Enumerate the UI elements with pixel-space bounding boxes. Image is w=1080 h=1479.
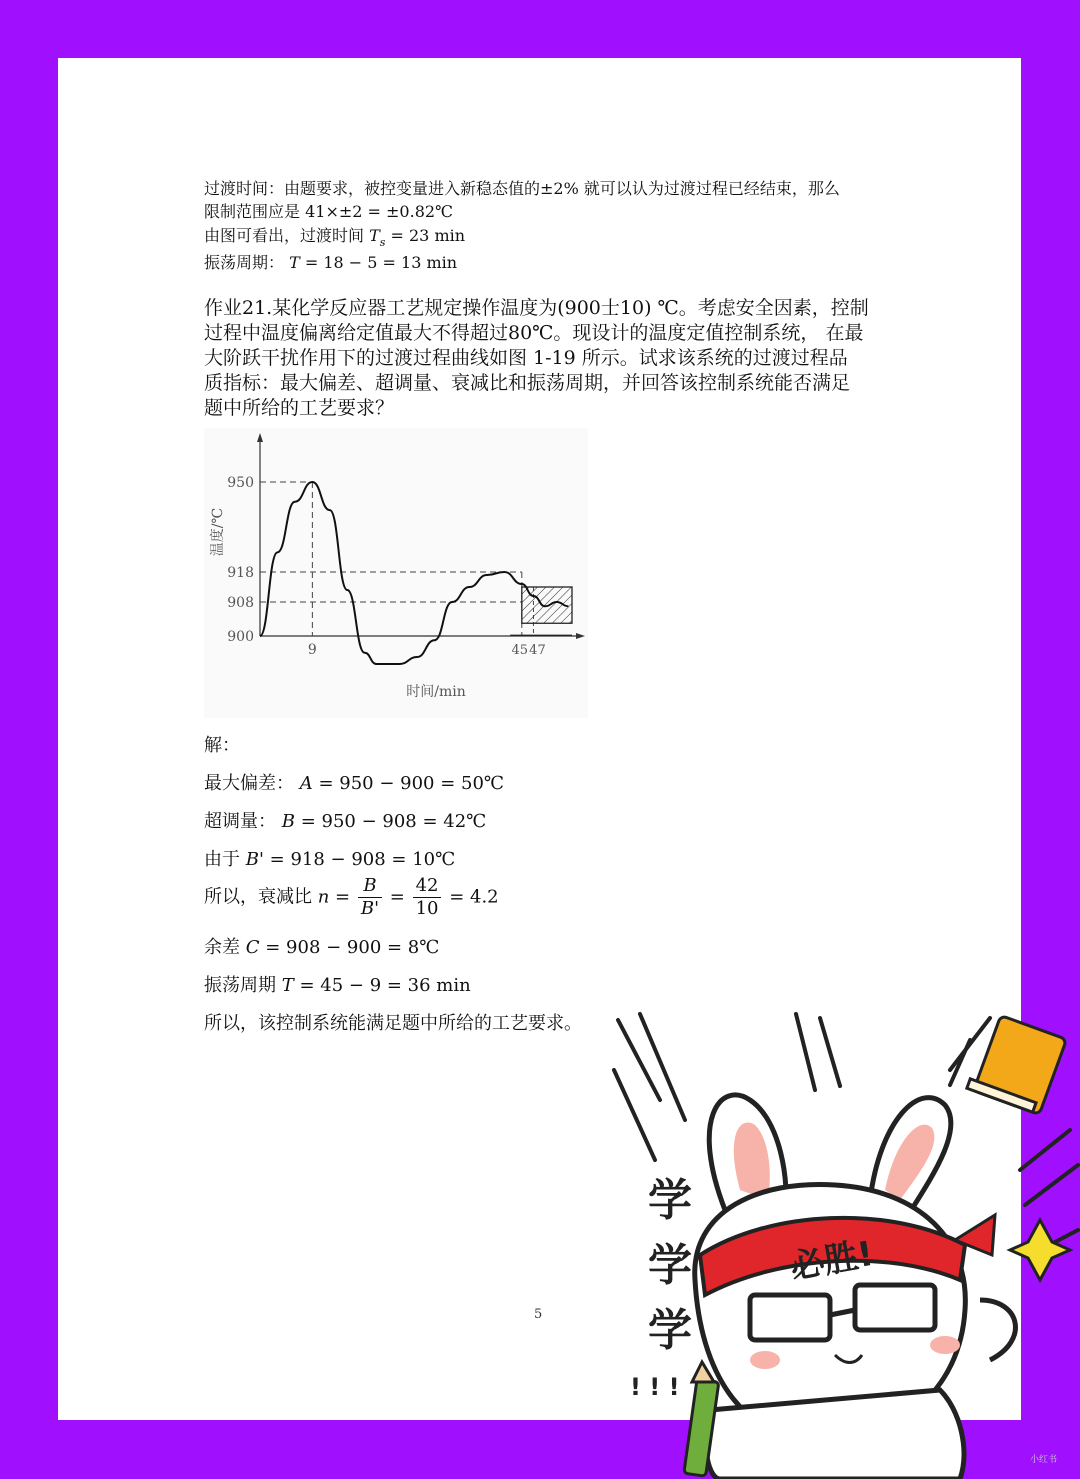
oscillation-period-expr: = 45 − 9 = 36 min	[293, 975, 471, 996]
x-tick-label: 9	[307, 642, 317, 658]
question-line: 大阶跃干扰作用下的过渡过程曲线如图 1-19 所示。试求该系统的过渡过程品	[204, 347, 848, 369]
second-peak-expr: = 918 − 908 = 10℃	[263, 849, 456, 870]
oscillation-period-label: 振荡周期	[204, 975, 282, 996]
second-peak-line	[204, 845, 455, 871]
max-deviation-line	[204, 769, 504, 795]
period-prefix: 振荡周期：	[204, 253, 290, 272]
question-line: 作业21.某化学反应器工艺规定操作温度为(900士10) ℃。考虑安全因素，控制	[204, 297, 869, 319]
y-tick-label: 950	[227, 475, 254, 491]
max-deviation-var: A	[299, 773, 313, 794]
x-tick-label: 45	[511, 643, 529, 658]
residual-var: C	[245, 937, 260, 958]
fraction-numerator: 42	[413, 875, 442, 898]
solution-heading: 解：	[204, 735, 240, 756]
decay-ratio-eq: =	[329, 886, 356, 908]
exclaim-marks: ! ! !	[630, 1373, 680, 1401]
x-axis-label: 时间/min	[406, 684, 466, 700]
residual-label: 余差	[204, 937, 246, 958]
y-axis-label: 温度/℃	[210, 507, 226, 557]
question-line: 过程中温度偏离给定值最大不得超过80℃。现设计的温度定值控制系统， 在最	[204, 322, 864, 344]
second-peak-label: 由于	[204, 849, 246, 870]
fraction-denominator: 10	[415, 898, 439, 919]
settling-time-var: T	[369, 226, 380, 245]
settling-time-prefix: 由图可看出，过渡时间	[204, 226, 370, 245]
fraction-symbolic	[358, 875, 382, 920]
oscillation-period-line-2	[204, 971, 471, 997]
y-tick-label: 900	[227, 629, 254, 645]
y-tick-label: 908	[227, 595, 254, 611]
transition-time-text-2: 限制范围应是 41×±2 = ±0.82℃	[204, 202, 453, 221]
transition-time-text-1: 过渡时间：由题要求，被控变量进入新稳态值的±2% 就可以认为过渡过程已经结束，那么	[204, 179, 840, 198]
study-char: 学	[648, 1240, 692, 1291]
overshoot-label: 超调量：	[204, 811, 282, 832]
x-tick-label: 47	[529, 643, 546, 658]
blush	[930, 1336, 960, 1354]
max-deviation-expr: = 950 − 900 = 50℃	[312, 773, 505, 794]
sparkle-icon	[1010, 1220, 1070, 1280]
overshoot-line	[204, 807, 486, 833]
decay-ratio-var: n	[317, 886, 330, 908]
oscillation-period-var: T	[281, 975, 294, 996]
fraction-denominator: B'	[360, 898, 380, 919]
oscillation-period-line-1	[204, 250, 457, 273]
headband-text: 必胜!	[787, 1233, 877, 1288]
bunny-sticker	[600, 1010, 1080, 1479]
blush	[750, 1351, 780, 1369]
residual-line	[204, 933, 439, 959]
page-number: 5	[534, 1307, 543, 1322]
second-peak-var: B'	[245, 849, 264, 870]
bunny-hand	[980, 1300, 1015, 1360]
decay-ratio-eq2: =	[384, 886, 411, 908]
conclusion-text: 所以，该控制系统能满足题中所给的工艺要求。	[204, 1013, 582, 1034]
overshoot-var: B	[281, 811, 295, 832]
decay-ratio-label: 所以，衰减比	[204, 886, 318, 908]
period-value: = 18 − 5 = 13 min	[299, 253, 458, 272]
study-char: 学	[648, 1175, 692, 1226]
transition-curve-chart	[204, 428, 588, 718]
residual-expr: = 908 − 900 = 8℃	[259, 937, 440, 958]
watermark: 小红书	[1030, 1455, 1058, 1465]
fraction-numeric	[413, 875, 442, 920]
max-deviation-label: 最大偏差：	[204, 773, 300, 794]
question-line: 质指标：最大偏差、超调量、衰减比和振荡周期，并回答该控制系统能否满足	[204, 372, 851, 394]
decay-ratio-result: = 4.2	[443, 886, 499, 908]
decay-ratio-line	[204, 875, 499, 920]
overshoot-expr: = 950 − 908 = 42℃	[294, 811, 487, 832]
settling-time-sub: s	[379, 236, 386, 249]
period-var: T	[289, 253, 300, 272]
y-tick-label: 918	[227, 565, 254, 581]
settling-time-value: = 23 min	[385, 226, 466, 245]
settling-time-line	[204, 223, 466, 249]
study-char: 学	[648, 1305, 692, 1356]
fraction-numerator: B	[358, 875, 382, 898]
question-line: 题中所给的工艺要求？	[204, 397, 395, 419]
